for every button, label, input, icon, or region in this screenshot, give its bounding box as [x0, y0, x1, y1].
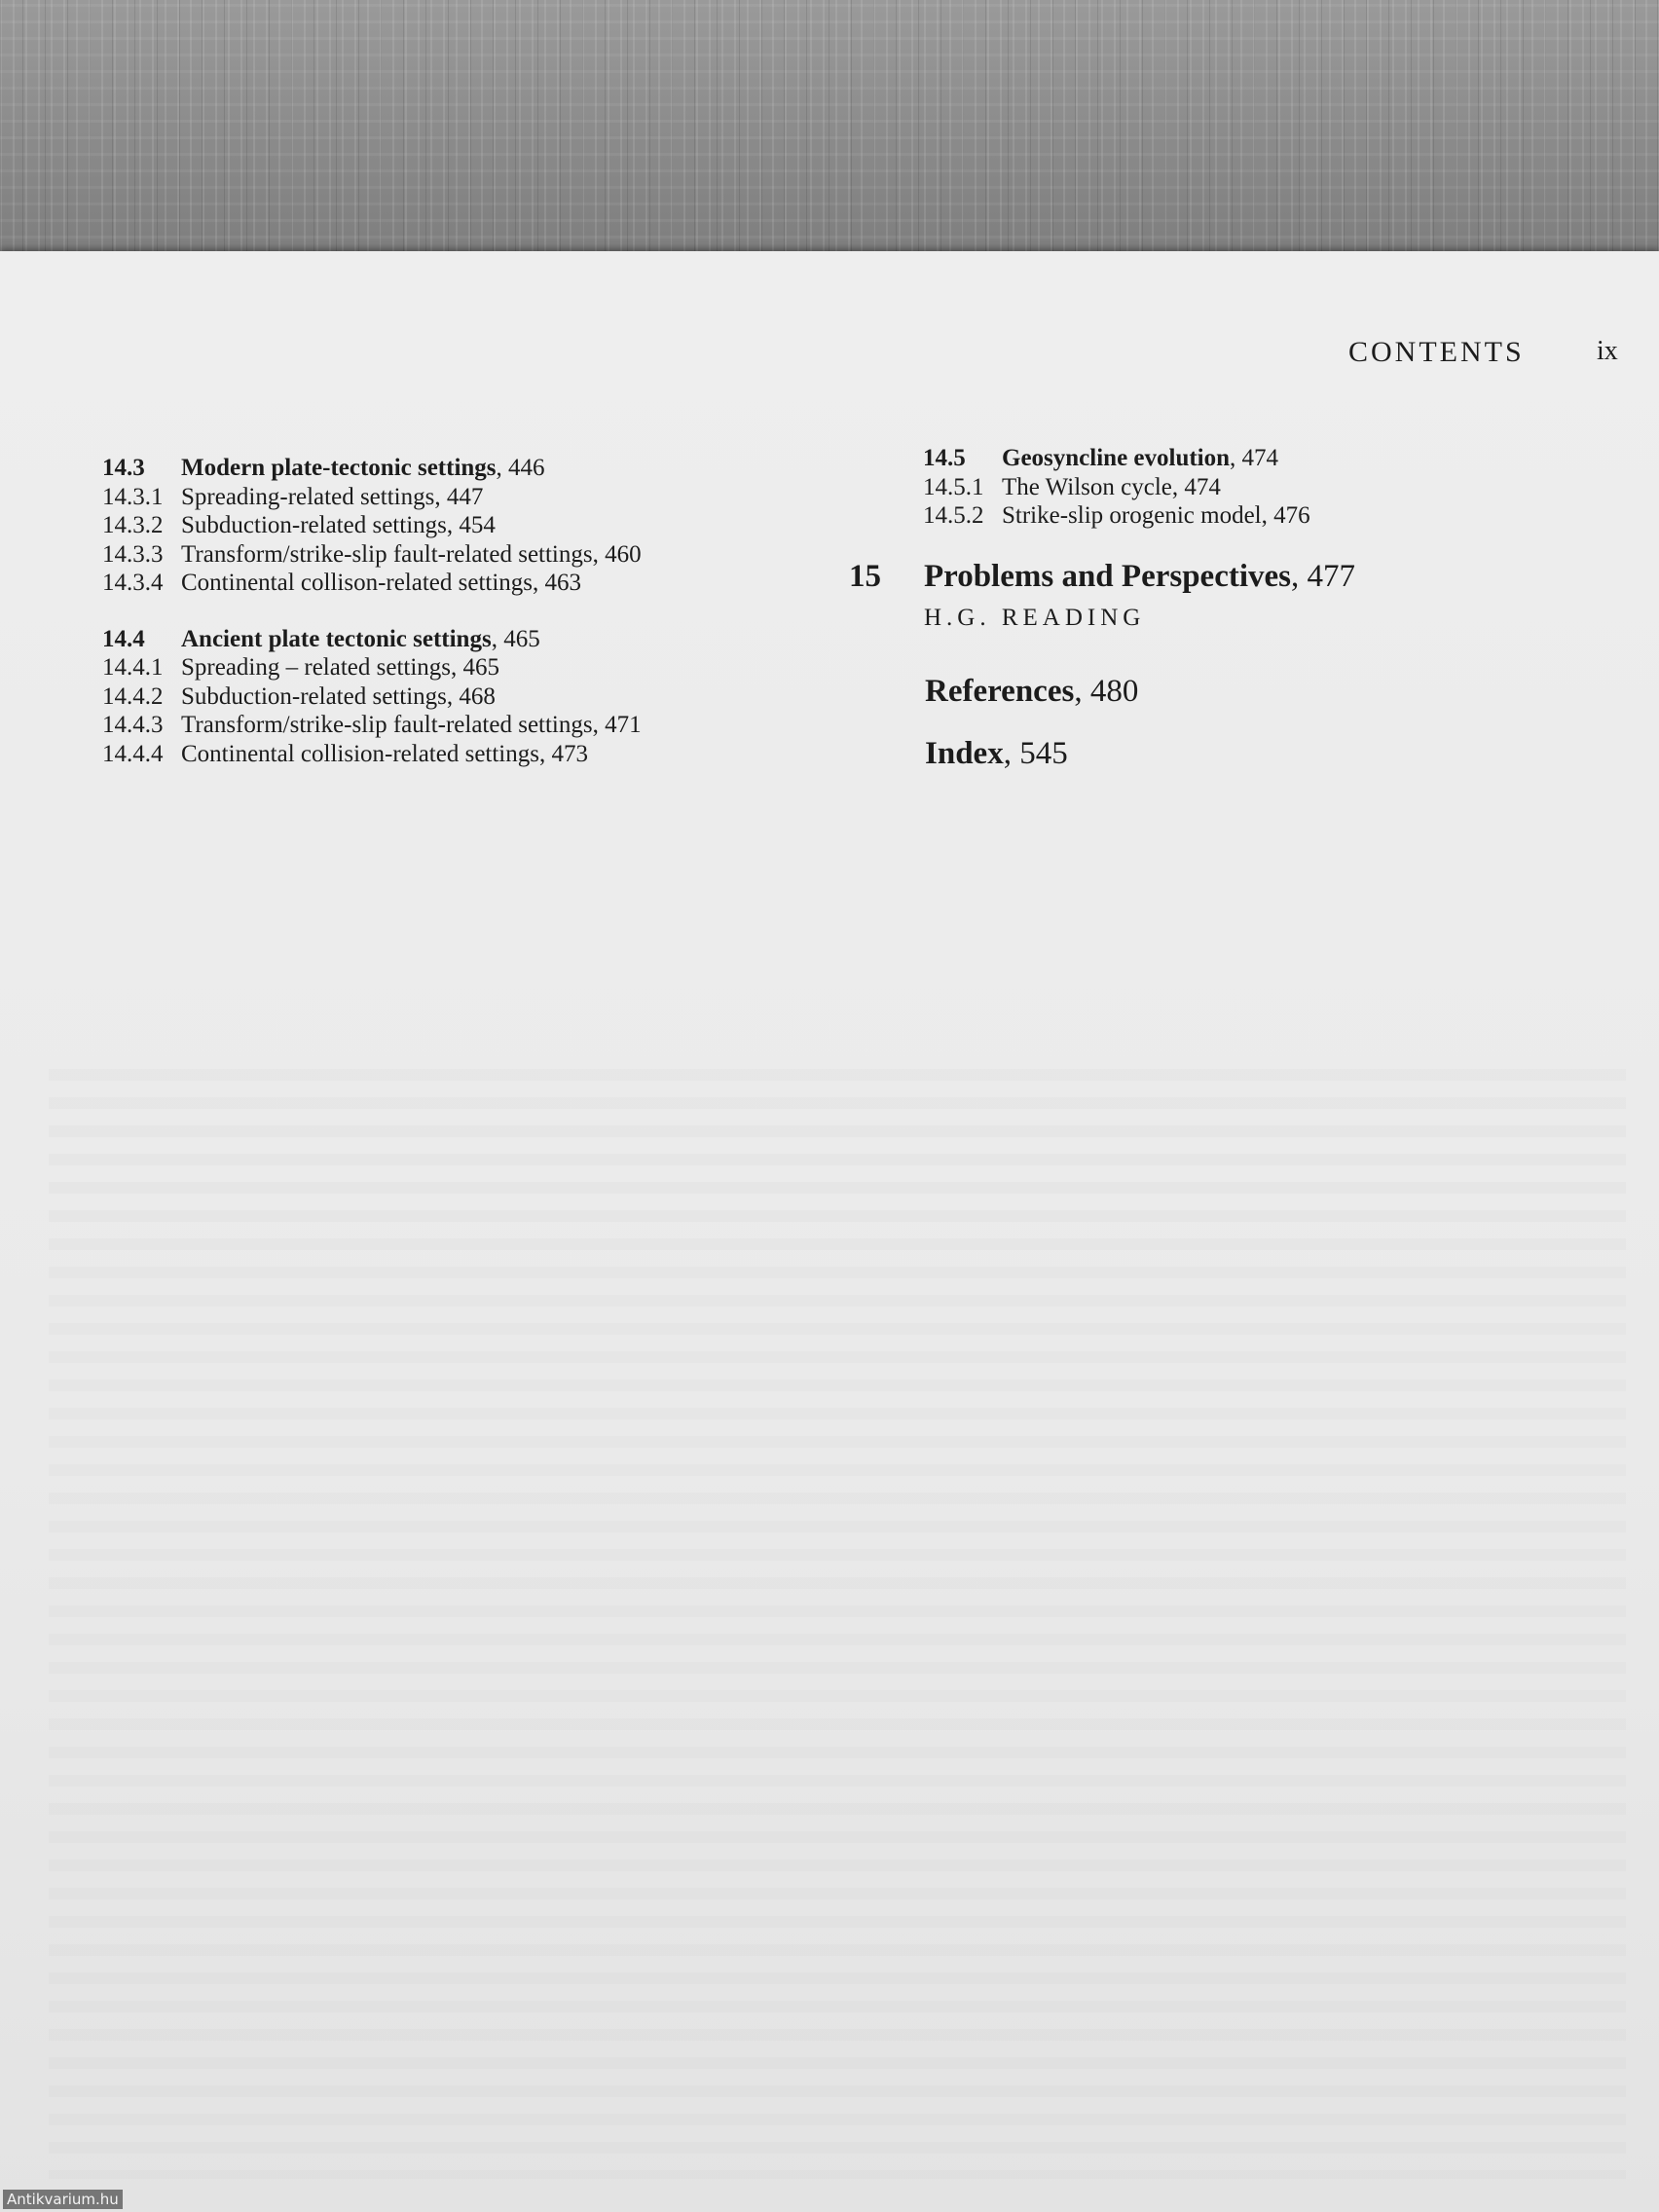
entry-number: 14.4.1	[102, 654, 164, 681]
chapter-author: H.G. READING	[924, 605, 1146, 631]
entry-title: Transform/strike-slip fault-related settings	[181, 540, 593, 568]
entry-number: 14.3.1	[102, 483, 164, 510]
toc-entry[interactable]	[102, 540, 842, 570]
entry-page: , 454	[447, 511, 496, 540]
entry-number: 14.4.3	[102, 712, 164, 738]
entry-page: , 474	[1172, 473, 1221, 502]
entry-number: 14.5.2	[923, 502, 984, 529]
chapter-15-entry[interactable]	[849, 559, 1647, 632]
entry-title: Subduction-related settings	[181, 682, 447, 710]
desk-background	[0, 0, 1659, 255]
toc-entry[interactable]	[102, 682, 842, 712]
entry-title: Ancient plate tectonic settings	[181, 625, 492, 652]
entry-number: 14.5	[923, 445, 966, 471]
entry-title: Continental collison-related settings	[181, 570, 534, 596]
toc-section-14-4	[102, 625, 842, 769]
toc-entry[interactable]	[923, 473, 1624, 502]
references-label: References	[925, 674, 1075, 709]
toc-entry-main[interactable]	[102, 454, 842, 483]
entry-page: , 474	[1230, 444, 1278, 473]
toc-entry[interactable]	[102, 740, 842, 769]
running-head: CONTENTS	[1348, 336, 1525, 368]
entry-number: 14.3.4	[102, 570, 164, 596]
toc-entry[interactable]	[102, 653, 842, 682]
entry-title: Transform/strike-slip fault-related settings	[181, 712, 593, 738]
chapter-title: Problems and Perspectives	[924, 559, 1292, 594]
entry-page: , 446	[497, 454, 545, 483]
references-page: , 480	[1074, 674, 1138, 709]
entry-page: , 465	[451, 653, 499, 682]
toc-entry[interactable]	[102, 569, 842, 598]
entry-number: 14.5.1	[923, 473, 984, 500]
chapter-heading	[849, 559, 1647, 595]
toc-entry[interactable]	[923, 501, 1624, 531]
toc-entry[interactable]	[102, 483, 842, 512]
entry-number: 14.4.2	[102, 682, 164, 710]
chapter-page: , 477	[1291, 559, 1355, 595]
toc-entry[interactable]	[102, 711, 842, 740]
entry-title: Modern plate-tectonic settings	[181, 455, 497, 481]
entry-page: , 473	[539, 740, 588, 769]
entry-title: The Wilson cycle	[1002, 473, 1172, 500]
index-label: Index	[925, 736, 1004, 771]
entry-title: Geosyncline evolution	[1002, 445, 1231, 471]
entry-page: , 471	[593, 711, 642, 740]
entry-page: , 468	[447, 682, 496, 712]
toc-left-column	[102, 454, 842, 795]
entry-title: Spreading – related settings	[181, 654, 452, 681]
references-entry[interactable]	[925, 674, 1138, 710]
entry-title: Subduction-related settings	[181, 512, 447, 538]
toc-right-column	[923, 444, 1624, 558]
index-page: , 545	[1004, 736, 1068, 771]
entry-number: 14.3.3	[102, 540, 164, 568]
show-through-text	[49, 1069, 1626, 2179]
entry-number: 14.3.2	[102, 512, 164, 538]
entry-page: , 460	[593, 540, 642, 570]
toc-entry-main[interactable]	[923, 444, 1624, 473]
entry-title: Continental collision-related settings	[181, 740, 539, 767]
entry-title: Strike-slip orogenic model	[1002, 502, 1262, 529]
index-entry[interactable]	[925, 736, 1068, 772]
watermark: Antikvarium.hu	[3, 2190, 123, 2209]
entry-page: , 476	[1262, 501, 1310, 531]
entry-number: 14.4.4	[102, 740, 164, 767]
toc-entry-main[interactable]	[102, 625, 842, 654]
entry-page: , 465	[492, 625, 540, 654]
entry-number: 14.3	[102, 455, 145, 481]
toc-entry[interactable]	[102, 511, 842, 540]
toc-section-14-3	[102, 454, 842, 598]
entry-title: Spreading-related settings	[181, 483, 435, 510]
entry-page: , 463	[533, 569, 581, 598]
toc-section-14-5	[923, 444, 1624, 531]
entry-number: 14.4	[102, 625, 145, 652]
page-number: ix	[1597, 336, 1618, 366]
entry-page: , 447	[434, 483, 483, 512]
chapter-number: 15	[849, 559, 881, 594]
